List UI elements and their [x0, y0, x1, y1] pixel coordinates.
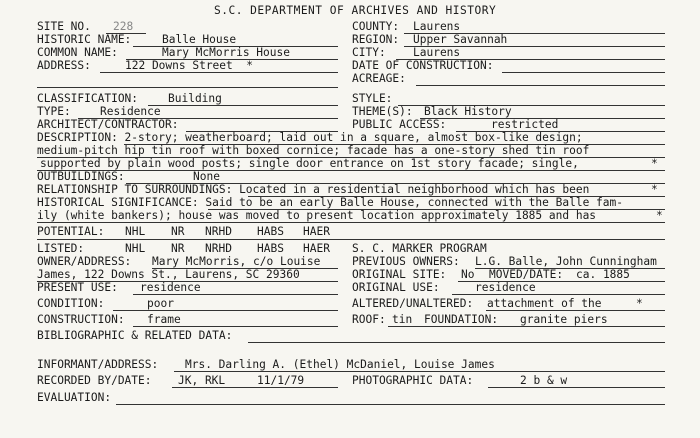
county-value: Laurens [413, 20, 461, 33]
significance-rule-2 [37, 222, 665, 223]
potential-nrhd: NRHD [205, 225, 232, 238]
address-value: 122 Downs Street * [125, 59, 253, 72]
roof-label: ROOF: [352, 313, 386, 326]
roof-value: tin [392, 313, 413, 326]
classification-line [148, 105, 338, 106]
potential-rule [37, 239, 665, 240]
foundation-label: FOUNDATION: [424, 313, 499, 326]
historic-name-value: Balle House [162, 33, 237, 46]
original-use-value: residence [475, 281, 536, 294]
altered-line [486, 310, 665, 311]
description-line-3: supported by plain wood posts; single door entrance on 1st story facade; single, [40, 157, 579, 170]
common-name-value: Mary McMorris House [162, 46, 290, 59]
recorded-value: JK, RKL [178, 374, 226, 387]
divider-left [37, 87, 338, 88]
construction-value: frame [147, 313, 181, 326]
acreage-line [416, 85, 665, 86]
photographic-label: PHOTOGRAPHIC DATA: [352, 374, 474, 387]
classification-value: Building [168, 92, 222, 105]
informant-line [174, 371, 665, 372]
condition-line [113, 310, 338, 311]
description-continued-mark: * [651, 157, 658, 170]
county-label: COUNTY: [352, 20, 400, 33]
recorded-date: 11/1/79 [257, 374, 305, 387]
photographic-line [488, 387, 665, 388]
bibliographic-line [248, 342, 665, 343]
acreage-label: ACREAGE: [352, 72, 406, 85]
historic-name-label: HISTORIC NAME: [37, 33, 132, 46]
common-name-label: COMMON NAME: [37, 46, 118, 59]
site-no-label: SITE NO. [37, 20, 91, 33]
potential-nhl: NHL [125, 225, 146, 238]
condition-label: CONDITION: [37, 297, 105, 310]
public-access-value: restricted [491, 118, 559, 131]
altered-value: attachment of the [487, 297, 602, 310]
present-use-line [133, 294, 338, 295]
altered-continued-mark: * [636, 297, 643, 310]
recorded-line [172, 387, 338, 388]
classification-label: CLASSIFICATION: [37, 92, 139, 105]
listed-nrhd: NRHD [205, 242, 232, 255]
city-label: CITY: [352, 46, 386, 59]
marker-program-label: S. C. MARKER PROGRAM [352, 242, 487, 255]
significance-line-1: HISTORICAL SIGNIFICANCE: Said to be an early Balle House, connected with the Balle fam- [37, 196, 623, 209]
city-value: Laurens [413, 46, 461, 59]
public-access-label: PUBLIC ACCESS: [352, 118, 447, 131]
informant-value: Mrs. Darling A. (Ethel) McDaniel, Louise James [185, 358, 495, 371]
potential-haer: HAER [303, 225, 330, 238]
theme-label: THEME(S): [352, 105, 413, 118]
condition-value: poor [147, 297, 174, 310]
evaluation-label: EVALUATION: [37, 391, 112, 404]
description-line-1: DESCRIPTION: 2-story; weatherboard; laid out in a square, almost box-like design; [37, 131, 583, 144]
date-of-construction-line [502, 72, 665, 73]
address-label: ADDRESS: [37, 59, 91, 72]
altered-label: ALTERED/UNALTERED: [352, 297, 474, 310]
previous-owners-label: PREVIOUS OWNERS: [352, 255, 460, 268]
original-site-value: No [461, 268, 475, 281]
surroundings-continued-mark: * [651, 183, 658, 196]
photographic-value: 2 b & w [520, 374, 568, 387]
bibliographic-label: BIBLIOGRAPHIC & RELATED DATA: [37, 329, 233, 342]
roof-foundation-line [388, 326, 665, 327]
description-line-2: medium-pitch hip tin roof with boxed cornice; facade has a one-story shed tin roof [37, 144, 590, 157]
potential-label: POTENTIAL: [37, 225, 105, 238]
card-title: S.C. DEPARTMENT OF ARCHIVES AND HISTORY [214, 4, 497, 17]
theme-value: Black History [424, 105, 512, 118]
region-value: Upper Savannah [413, 33, 508, 46]
present-use-label: PRESENT USE: [37, 281, 118, 294]
original-use-line [452, 294, 665, 295]
significance-continued-mark: * [656, 209, 663, 222]
address-line [100, 72, 338, 73]
region-label: REGION: [352, 33, 400, 46]
informant-label: INFORMANT/ADDRESS: [37, 358, 159, 371]
type-value: Residence [100, 105, 161, 118]
surroundings-text: RELATIONSHIP TO SURROUNDINGS: Located in a residential neighborhood which has been [37, 183, 590, 196]
type-label: TYPE: [37, 105, 71, 118]
construction-label: CONSTRUCTION: [37, 313, 125, 326]
recorded-label: RECORDED BY/DATE: [37, 374, 152, 387]
owner-line-2: James, 122 Downs St., Laurens, SC 29360 [37, 268, 300, 281]
listed-nr: NR [171, 242, 185, 255]
original-use-label: ORIGINAL USE: [352, 281, 440, 294]
description-rule-3 [37, 170, 665, 171]
listed-nhl: NHL [125, 242, 146, 255]
evaluation-line [116, 404, 665, 405]
owner-line-1: Mary McMorris, c/o Louise [152, 255, 321, 268]
moved-date-value: ca. 1885 [576, 268, 630, 281]
outbuildings-label: OUTBUILDINGS: [37, 170, 125, 183]
potential-habs: HABS [257, 225, 284, 238]
listed-habs: HABS [257, 242, 284, 255]
style-label: STYLE: [352, 92, 393, 105]
listed-haer: HAER [303, 242, 330, 255]
architect-label: ARCHITECT/CONTRACTOR: [37, 118, 179, 131]
potential-nr: NR [171, 225, 185, 238]
listed-label: LISTED: [37, 242, 85, 255]
original-site-label: ORIGINAL SITE: [352, 268, 447, 281]
site-no-value: 228 [113, 20, 134, 33]
date-of-construction-label: DATE OF CONSTRUCTION: [352, 59, 494, 72]
construction-line [133, 326, 338, 327]
owner-label: OWNER/ADDRESS: [37, 255, 132, 268]
significance-line-2: ily (white bankers); house was moved to present location approximately 1885 and has [37, 209, 597, 222]
previous-owners-value: L.G. Balle, John Cunningham [475, 255, 657, 268]
foundation-value: granite piers [520, 313, 608, 326]
present-use-value: residence [140, 281, 201, 294]
outbuildings-value: None [193, 170, 220, 183]
moved-date-label: MOVED/DATE: [489, 268, 564, 281]
